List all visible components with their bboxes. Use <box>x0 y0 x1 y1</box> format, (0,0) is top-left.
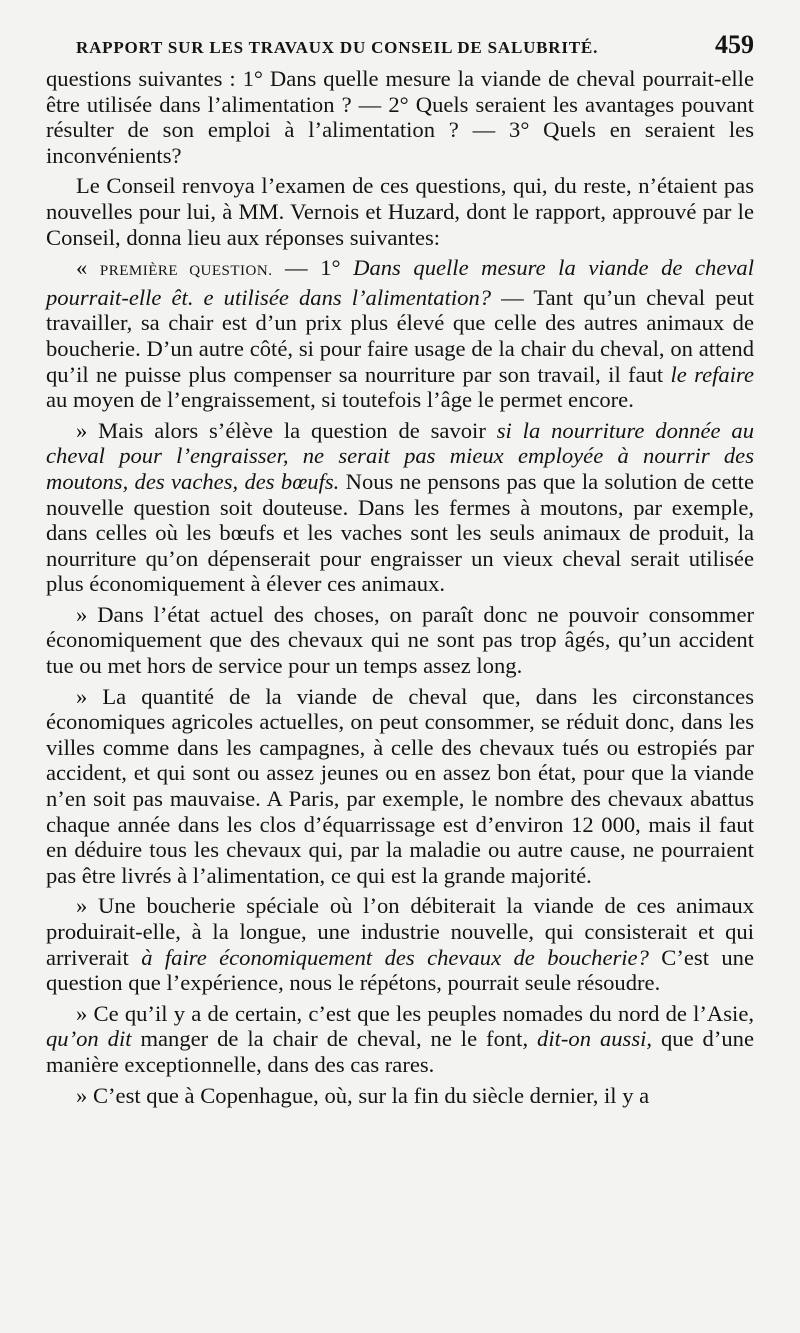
italic-text: le refaire <box>670 361 754 387</box>
text-run: C’est une question que l’expérience, nous le répétons, pourrait seule résoudre. <box>46 944 754 996</box>
running-title: RAPPORT SUR LES TRAVAUX DU CONSEIL DE SALUBRITÉ. <box>76 38 599 57</box>
text-run: » La quantité de la viande de cheval que, dans les circonstances économiques agricoles actuelles, on peut consommer, se réduit donc, dans les villes comme dans les campagnes, à celle des chevaux tués ou estropiés par accident, et qui sont ou assez jeunes ou en assez bon état, pour que la viande n’en soit pas mauvaise. A Paris, par exemple, le nombre des chevaux abattus chaque année dans les clos d’équarrissage est d’environ 12 000, mais il faut en déduire tous les chevaux qui, par la maladie ou autre cause, ne pourraient pas être livrés à l’alimentation, ce qui est la grande majorité. <box>46 683 754 888</box>
text-run: » Ce qu’il y a de certain, c’est que les peuples nomades du nord de l’Asie, <box>76 1000 754 1026</box>
text-run: questions suivantes : 1° Dans quelle mesure la viande de cheval pourrait-elle être utilisée dans l’alimentation ? — 2° Quels seraient les avantages pouvant résulter de son emploi à l’alimentation ? — 3° Quels en seraient les inconvénients? <box>46 66 754 168</box>
body-text <box>46 66 754 1108</box>
paragraph <box>46 418 754 597</box>
small-caps-text: PREMIÈRE QUESTION. <box>99 263 273 280</box>
italic-text: à faire économiquement des chevaux de boucherie? <box>141 944 649 970</box>
text-run: » Une boucherie spéciale où l’on débiterait la viande de ces animaux produirait-elle, à la longue, une industrie nouvelle, qui consisterait et qui arriverait <box>46 893 754 970</box>
text-run: « <box>76 255 100 281</box>
text-run: — Tant qu’un cheval peut travailler, sa chair est d’un prix plus élevé que celle des autres animaux de boucherie. D’un autre côté, si pour faire usage de la chair du cheval, on attend qu’il ne puisse plus compenser sa nourriture par son travail, il faut <box>46 284 754 387</box>
paragraph <box>46 684 754 889</box>
text-run: » Mais alors s’élève la question de savoir <box>76 417 497 443</box>
paragraph <box>46 66 754 168</box>
paragraph <box>46 255 754 413</box>
paragraph <box>46 893 754 995</box>
text-run: manger de la chair de cheval, ne le font, <box>131 1026 538 1052</box>
italic-text: Dans quelle mesure la viande de cheval pourrait-elle êt. e utilisée dans l’alimentation? <box>46 255 754 310</box>
paragraph <box>46 1001 754 1078</box>
page-number: 459 <box>715 30 754 59</box>
text-run: Nous ne pensons pas que la solution de cette nouvelle question soit douteuse. Dans les fermes à moutons, par exemple, dans celles où les bœufs et les vaches sont les seuls animaux de produit, la nourriture qu’on dépenserait pour engraisser un vieux cheval serait utilisée plus économiquement à élever ces animaux. <box>46 468 754 597</box>
paragraph <box>46 602 754 679</box>
page-header <box>46 30 754 60</box>
text-run: » Dans l’état actuel des choses, on paraît donc ne pouvoir consommer économiquement que des chevaux qui ne sont pas trop âgés, qu’un accident tue ou met hors de service pour un temps assez long. <box>46 601 754 679</box>
text-run: Le Conseil renvoya l’examen de ces questions, qui, du reste, n’étaient pas nouvelles pour lui, à MM. Vernois et Huzard, dont le rapport, approuvé par le Conseil, donna lieu aux réponses suivantes: <box>46 173 754 250</box>
italic-text: qu’on dit <box>46 1026 132 1052</box>
paragraph <box>46 173 754 250</box>
text-run: » C’est que à Copenhague, où, sur la fin du siècle dernier, il y a <box>76 1082 650 1108</box>
italic-text: si la nourriture donnée au cheval pour l’engraisser, ne serait pas mieux employée à nourrir des moutons, des vaches, des bœufs. <box>46 417 754 494</box>
italic-text: dit-on aussi, <box>537 1026 653 1052</box>
paragraph <box>46 1083 754 1109</box>
text-run: que d’une manière exceptionnelle, dans des cas rares. <box>46 1026 754 1077</box>
text-run: au moyen de l’engraissement, si toutefois l’âge le permet encore. <box>46 387 634 413</box>
text-run: — 1° <box>272 255 354 281</box>
